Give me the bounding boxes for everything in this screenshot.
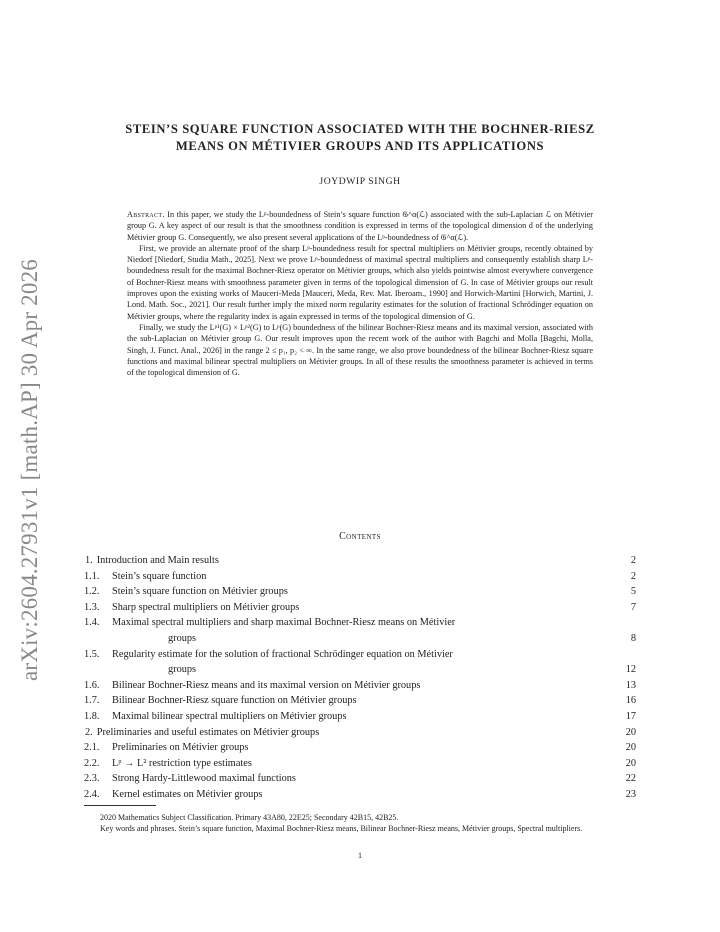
toc-entry[interactable] (84, 771, 636, 787)
toc-entry-text (84, 725, 606, 741)
toc-entry-page: 2 (630, 570, 636, 582)
toc-entry-page: 22 (625, 773, 636, 785)
toc-entry[interactable] (84, 584, 636, 600)
toc-entry[interactable] (84, 678, 636, 694)
toc-entry-page: 7 (630, 601, 636, 613)
toc-entry-text (84, 693, 606, 709)
title-line-2: MEANS ON MÉTIVIER GROUPS AND ITS APPLICATIONS (175, 138, 545, 153)
toc-entry-text (84, 615, 606, 646)
toc-entry-title: Regularity estimate for the solution of fractional Schrödinger equation on Métivier (112, 648, 453, 660)
toc-entry-title: Sharp spectral multipliers on Métivier groups (112, 601, 300, 613)
toc-entry[interactable] (84, 615, 636, 646)
toc-entry[interactable] (84, 756, 636, 772)
toc-entry-text (84, 569, 606, 585)
abstract (127, 209, 593, 378)
toc-entry[interactable] (84, 787, 636, 803)
toc-entry-number: 2.4. (84, 788, 100, 800)
arxiv-identifier-stamp (8, 250, 52, 690)
toc-entry-text (84, 771, 606, 787)
toc-entry-number: 1.5. (84, 648, 100, 660)
toc-entry-page: 13 (625, 679, 636, 691)
toc-entry-number: 1.6. (84, 679, 100, 691)
author-name: JOYDWIP SINGH (319, 176, 401, 187)
toc-entry[interactable] (84, 725, 636, 741)
toc-entry-title-continuation: groups (168, 664, 197, 676)
footnote-rule (84, 805, 156, 806)
toc-entry-title: Maximal bilinear spectral multipliers on Métivier groups (112, 710, 347, 722)
toc-entry-page: 17 (625, 710, 636, 722)
toc-entry-text (84, 600, 606, 616)
contents-heading: Contents (339, 531, 381, 542)
toc-entry-page: 2 (630, 555, 636, 566)
toc-entry-text (84, 553, 606, 569)
toc-entry-number: 1.4. (84, 617, 100, 629)
toc-entry-number: 1.2. (84, 586, 100, 598)
toc-entry-text (84, 787, 606, 803)
toc-entry-title: Strong Hardy-Littlewood maximal functions (112, 773, 296, 785)
toc-entry-title: Bilinear Bochner-Riesz means and its maximal version on Métivier groups (112, 679, 421, 691)
toc-entry[interactable] (84, 693, 636, 709)
toc-entry-title: Bilinear Bochner-Riesz square function on Métivier groups (112, 695, 357, 707)
toc-entry-page: 16 (625, 695, 636, 707)
paper-title (80, 121, 640, 154)
toc-entry-title-continuation: groups (168, 632, 197, 644)
toc-entry[interactable] (84, 709, 636, 725)
abstract-paragraph-1 (127, 209, 593, 243)
toc-entry-text (84, 709, 606, 725)
toc-entry[interactable] (84, 600, 636, 616)
footnote-msc: 2020 Mathematics Subject Classification. Primary 43A80, 22E25; Secondary 42B15, 42B25. (100, 813, 399, 822)
title-line-1: STEIN’S SQUARE FUNCTION ASSOCIATED WITH THE BOCHNER-RIESZ (125, 122, 595, 136)
toc-entry-title: Maximal spectral multipliers and sharp maximal Bochner-Riesz means on Métivier (112, 617, 456, 629)
toc-entry-text (84, 756, 606, 772)
toc-entry-title: Kernel estimates on Métivier groups (112, 788, 263, 800)
abstract-paragraph-1-text: In this paper, we study the Lᵖ-boundedness of Stein’s square function 𝔊^α(ℒ) associated with the sub-Laplacian ℒ on Métivier group G. A key aspect of our result is that the smoothness condition is expressed in terms of the topological dimension d of the underlying Métivier group G. Consequently, we also present several applications of the Lᵖ-boundedness of 𝔊^α(ℒ). (127, 210, 593, 242)
footnote-keywords: Key words and phrases. Stein’s square function, Maximal Bochner-Riesz means, Bilinear Bochner-Riesz means, Métivier groups, Spectral multipliers. (100, 824, 583, 833)
toc-entry-title: Preliminaries on Métivier groups (112, 742, 249, 754)
toc-entry[interactable] (84, 553, 636, 569)
toc-entry[interactable] (84, 569, 636, 585)
toc-entry-text (84, 678, 606, 694)
toc-entry-number: 2.3. (84, 773, 100, 785)
abstract-paragraph-2: First, we provide an alternate proof of the sharp Lᵖ-boundedness result for spectral multipliers on Métivier groups, recently obtained by Niedorf [Niedorf, Studia Math., 2025]. Next we prove Lᵖ-boundedness of maximal spectral multipliers and consequently establish sharp Lᵖ-boundedness result for the maximal Bochner-Riesz operator on Métivier groups, which also yields pointwise almost everywhere convergence of Bochner-Riesz means with smoothness parameter given in terms of the topological dimension of G. In case of Métivier groups our result improves upon the existing works of Mauceri-Meda [Mauceri, Meda, Rev. Mat. Iberoam., 1990] and Horwich-Martini [Horwich, Martini, J. Lond. Math. Soc., 2021]. Our result further imply the mixed norm regularity estimates for the solution of fractional Schrödinger equation on Métivier groups, where the regularity index is again expressed in terms of the topological dimension of G. (127, 243, 593, 321)
toc-entry-number: 2.1. (84, 742, 100, 754)
toc-entry-number: 1.7. (84, 695, 100, 707)
toc-entry-title: Lᵖ → L² restriction type estimates (112, 757, 252, 769)
toc-entry-text (84, 647, 606, 678)
arxiv-stamp-text: arXiv:2604.27931v1 [math.AP] 30 Apr 2026 (17, 259, 42, 681)
toc-entry-number: 1.1. (84, 570, 100, 582)
toc-entry-title: Stein’s square function (112, 570, 207, 582)
toc-entry-page: 20 (625, 757, 636, 769)
toc-entry-text (84, 584, 606, 600)
abstract-paragraph-3: Finally, we study the Lᵖ¹(G) × Lᵖ²(G) to Lᵖ(G) boundedness of the bilinear Bochner-Riesz means and its maximal version, associated with the sub-Laplacian on Métivier group G. Our result improves upon the recent work of the author with Bagchi and Molla [Bagchi, Molla, Singh, J. Funct. Anal., 2026] in the range 2 ≤ p₁, p₂ < ∞. In the same range, we also prove boundedness of the bilinear Bochner-Riesz square functions and maximal bilinear spectral multipliers on Métivier groups. In all of these results the smoothness parameter is achieved in terms of the topological dimension of G. (127, 322, 593, 378)
table-of-contents (84, 553, 636, 803)
toc-entry-number: 2. (85, 726, 93, 738)
toc-entry-page: 23 (625, 788, 636, 800)
toc-entry-number: 1.3. (84, 601, 100, 613)
toc-entry-number: 1. (85, 555, 93, 566)
toc-entry-text (84, 740, 606, 756)
toc-entry-page: 5 (630, 586, 636, 598)
toc-entry[interactable] (84, 647, 636, 678)
toc-entry-title: Preliminaries and useful estimates on Métivier groups (96, 726, 320, 738)
toc-entry-page: 20 (625, 726, 636, 738)
toc-entry-page: 8 (630, 632, 636, 644)
toc-entry-number: 1.8. (84, 710, 100, 722)
toc-entry-title: Stein’s square function on Métivier groups (112, 586, 288, 598)
toc-entry-page: 12 (625, 664, 636, 676)
toc-entry[interactable] (84, 740, 636, 756)
toc-entry-number: 2.2. (84, 757, 100, 769)
footnotes (84, 812, 638, 834)
page-number: 1 (358, 851, 362, 860)
toc-entry-page: 20 (625, 742, 636, 754)
abstract-heading: Abstract. (127, 210, 165, 219)
toc-entry-title: Introduction and Main results (96, 555, 219, 566)
